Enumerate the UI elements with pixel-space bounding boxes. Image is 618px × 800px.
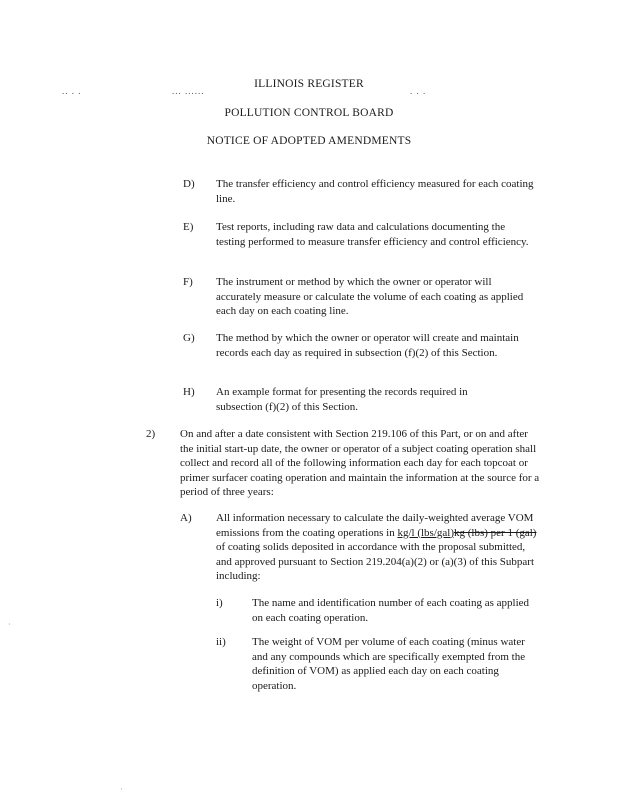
item-label-g: G) xyxy=(183,332,195,344)
item-text-f: The instrument or method by which the owner or operator will accurately measure or calculate the volume of each coating as applied each day on each coating line. xyxy=(216,276,524,317)
item-label-h: H) xyxy=(183,386,195,398)
scan-speck: · xyxy=(8,620,11,629)
header-scan-marks-middle: ... ...... xyxy=(172,86,205,96)
subsection-a-text-post: of coating solids deposited in accordance with the proposal submitted, and approved pursuant to Section 219.204(a)(2) or (a)(3) of this Subpart including: xyxy=(216,541,535,582)
item-text-h: An example format for presenting the records required in subsection (f)(2) of this Section. xyxy=(216,386,468,413)
subitem-label-ii: ii) xyxy=(216,636,226,648)
subitem-text-i: The name and identification number of each coating as applied on each coating operation. xyxy=(252,597,530,624)
header-scan-marks-right: . . . xyxy=(410,86,427,96)
register-title: ILLINOIS REGISTER xyxy=(254,78,364,90)
notice-heading: NOTICE OF ADOPTED AMENDMENTS xyxy=(206,135,412,147)
subsection-a-text-pre: All information necessary to calculate the daily-weighted average VOM emissions from the coating operations in xyxy=(216,512,534,539)
subitem-text-ii: The weight of VOM per volume of each coating (minus water and any compounds which are specifically exempted from the definition of VOM) as applied each day on each coating operation. xyxy=(252,636,526,692)
subsection-a-label: A) xyxy=(180,512,192,524)
section-2-label: 2) xyxy=(146,428,156,440)
board-name: POLLUTION CONTROL BOARD xyxy=(224,107,394,119)
subitem-label-i: i) xyxy=(216,597,223,609)
item-text-e: Test reports, including raw data and calculations documenting the testing performed to measure transfer efficiency and control efficiency. xyxy=(216,221,529,248)
header-scan-marks-left: .. . . xyxy=(62,86,82,96)
item-label-e: E) xyxy=(183,221,194,233)
deleted-units: kg (lbs) per 1 (gal) xyxy=(454,526,537,539)
item-text-d: The transfer efficiency and control efficiency measured for each coating line. xyxy=(216,178,534,205)
subsection-a-text xyxy=(216,511,541,584)
inserted-units: kg/l (lbs/gal) xyxy=(397,526,454,539)
section-2-text: On and after a date consistent with Section 219.106 of this Part, or on and after the initial start-up date, the owner or operator of a subject coating operation shall collect and record all of the following information each day for each topcoat or primer surfacer coating operation and maintain the information at the source for a period of three years: xyxy=(180,428,540,498)
item-label-f: F) xyxy=(183,276,193,288)
item-text-g: The method by which the owner or operator will create and maintain records each day as required in subsection (f)(2) of this Section. xyxy=(216,332,519,359)
scan-speck: · xyxy=(120,785,123,794)
item-label-d: D) xyxy=(183,178,195,190)
